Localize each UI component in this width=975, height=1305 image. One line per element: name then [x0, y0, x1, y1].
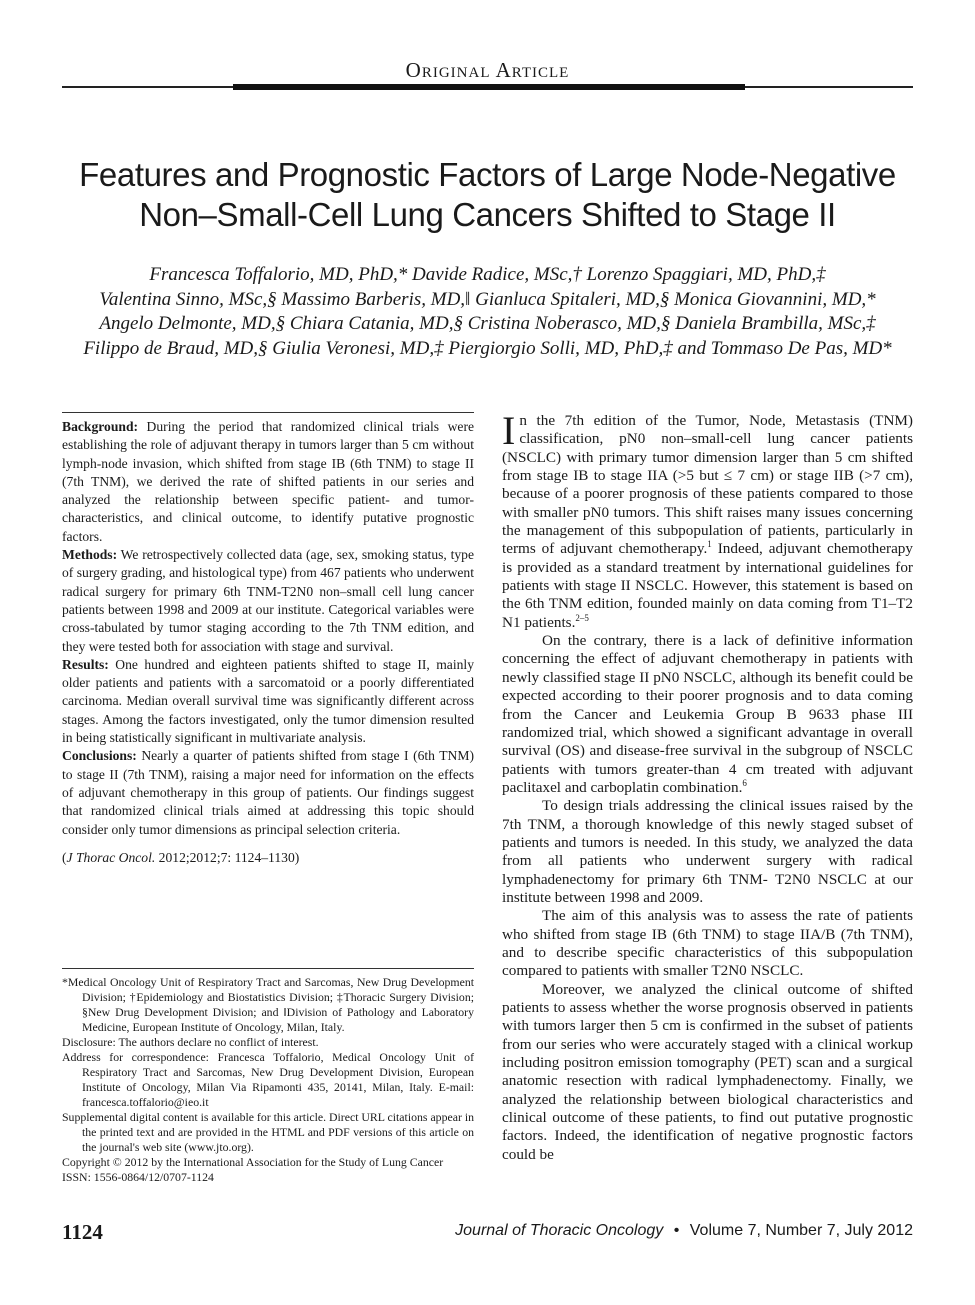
body-text: On the contrary, there is a lack of definitive information concerning the effect of adjuvant chemotherapy in patients with newly classified stage II pN0 NSCLC, although its benefit could be expected according to their poorer prognosis and to data coming from the Cancer and Leukemia Group B 9633 phase III randomized trial, which showed a significant advantage in overall survival (OS) and disease-free survival in the subgroup of NSCLC patients with tumors greater-than 4 cm treated with adjuvant paclitaxel and carboplatin combination.: [502, 632, 913, 796]
abstract: [62, 418, 474, 867]
body-paragraph: To design trials addressing the clinical issues raised by the 7th TNM, a thorough knowledge of this newly staged subset of patients and tumors is needed. In this study, we analyzed the data from all patients who underwent surgery with radical lymphadenectomy for primary 6th TNM- T2N0 NSCLC at our institute between 1998 and 2009.: [502, 797, 913, 906]
abstract-text: During the period that randomized clinical trials were establishing the role of adjuvant therapy in tumors larger than 5 cm without lymph-node invasion, which shifted from stage IB (6th TNM) to stage II (7th TNM), we derived the rate of shifted patients in our series and analyzed the relationship between specific patient- and tumor- characteristics, and clinical outcome, to identify putative prognostic factors.: [62, 419, 474, 544]
body-paragraph: The aim of this analysis was to assess the rate of patients who shifted from stage IB (6th TNM) to stage IIA/B (7th TNM), and to describe specific characteristics of this subpopulation compared to patients with smaller T2N0 NSCLC.: [502, 907, 913, 980]
article-title: [60, 155, 915, 235]
body-column: [502, 408, 913, 1164]
reference-marker: 1: [707, 539, 712, 550]
title-line-2: Non–Small-Cell Lung Cancers Shifted to Stage II: [139, 196, 836, 233]
journal-name: Journal of Thoracic Oncology: [455, 1222, 664, 1239]
citation-journal: J Thorac Oncol.: [66, 849, 156, 865]
title-line-1: Features and Prognostic Factors of Large Node-Negative: [79, 156, 896, 193]
abstract-rule: [62, 412, 474, 413]
drop-cap: I: [502, 408, 516, 453]
abstract-heading: Background:: [62, 419, 139, 434]
body-paragraph: [502, 408, 913, 632]
footnotes: [62, 975, 474, 1185]
abstract-citation: (J Thorac Oncol. 2012;2012;7: 1124–1130): [62, 849, 300, 865]
abstract-text: Nearly a quarter of patients shifted from stage I (6th TNM) to stage II (7th TNM), raising a major need for information on the effects of adjuvant chemotherapy in this group of patients. Our findings suggest that randomized clinical trials aimed at addressing this topic should consider only tumor dimensions as principal selection criteria.: [62, 748, 474, 837]
abstract-background: [62, 418, 474, 546]
footnote-disclosure: Disclosure: The authors declare no conflict of interest.: [62, 1035, 319, 1049]
header-rule-thick: [233, 84, 745, 90]
abstract-methods: [62, 546, 474, 656]
reference-marker: 2–5: [575, 612, 589, 623]
body-paragraph: Moreover, we analyzed the clinical outcome of shifted patients to assess whether the worse prognosis observed in patients with tumors larger then 5 cm is confirmed in the subset of patients from our series who were accurately staged with a clinical workup including positron emission tomography (PET) scan and a surgical anatomic resection with radical lymphadenectomy. Finally, we analyzed the relationship between biological characteristics and clinical outcome of these patients, to find out putative prognostic factors. Indeed, the identification of negative prognostic factors could be: [502, 980, 913, 1163]
journal-footer: [455, 1222, 913, 1240]
author-line: Angelo Delmonte, MD,§ Chiara Catania, MD,§ Cristina Noberasco, MD,§ Daniela Brambilla, MSc,‡: [99, 313, 876, 334]
footnote-issn: ISSN: 1556-0864/12/0707-1124: [62, 1170, 214, 1184]
abstract-heading: Conclusions:: [62, 748, 137, 764]
journal-issue: Volume 7, Number 7, July 2012: [689, 1222, 913, 1239]
abstract-text: One hundred and eighteen patients shifted to stage II, mainly older patients and patients with a sarcomatoid or a poorly differentiated carcinoma. Median overall survival time was significantly different across stages. Among the factors investigated, only the tumor dimension resulted in being statistically significant in multivariate analysis.: [62, 656, 474, 746]
author-line: Filippo de Braud, MD,§ Giulia Veronesi, MD,‡ Piergiorgio Solli, MD, PhD,‡ and Tommaso De Pas, MD*: [83, 337, 892, 359]
author-line: Francesca Toffalorio, MD, PhD,* Davide Radice, MSc,† Lorenzo Spaggiari, MD, PhD,‡: [149, 264, 826, 285]
footnote-affiliations: *Medical Oncology Unit of Respiratory Tract and Sarcomas, New Drug Development Division; †Epidemiology and Biostatistics Division; ‡Thoracic Surgery Division; §New Drug Development Division; and ‖Division of Pathology and Laboratory Medicine, European Institute of Oncology, Milan, Italy.: [62, 975, 474, 1034]
footer-bullet: •: [673, 1222, 680, 1239]
abstract-heading: Methods:: [62, 547, 118, 563]
footnote-supplemental: Supplemental digital content is available for this article. Direct URL citations appear in the printed text and are provided in the HTML and PDF versions of this article on the journal's web site (www.jto.org).: [62, 1110, 474, 1154]
author-list: [40, 263, 935, 361]
section-label: Original Article: [405, 58, 570, 82]
footnote-copyright: Copyright © 2012 by the International Association for the Study of Lung Cancer: [62, 1155, 444, 1169]
abstract-text: We retrospectively collected data (age, sex, smoking status, type of surgery grading, and histological type) from 467 patients who underwent radical surgery for primary 6th TNM-T2N0 non–small cell lung cancer patients between 1998 and 2009 at our institute. Categorical variables were cross-tabulated by tumor staging according to the 7th TNM edition, and they were tested both for association with stage and survival.: [62, 547, 474, 654]
abstract-conclusions: [62, 747, 474, 838]
citation-details: 2012;2012;7: 1124–1130): [158, 849, 300, 865]
body-text: n the 7th edition of the Tumor, Node, Metastasis (TNM) classification, pN0 non–small-cell lung cancer patients (NSCLC) with primary tumor dimension larger than 5 cm shifted from stage IB to stage IIA (>5 but ≤ 7 cm) or stage IIB (>7 cm), because of a poorer prognosis of these patients compared to those with smaller pN0 tumors. This shift raises many issues concerning the management of this subpopulation of patients, particularly in terms of adjuvant chemotherapy.: [502, 412, 913, 558]
author-line: Valentina Sinno, MSc,§ Massimo Barberis, MD,‖ Gianluca Spitaleri, MD,§ Monica Giovannini, MD,*: [99, 288, 876, 310]
abstract-results: [62, 656, 474, 747]
footnote-rule: [62, 968, 474, 969]
abstract-heading: Results:: [62, 656, 109, 672]
reference-marker: 6: [742, 777, 747, 788]
body-paragraph: [502, 632, 913, 797]
page-number: 1124: [62, 1220, 103, 1244]
body-text: Indeed, adjuvant chemotherapy is provided as a standard treatment by international guidelines for patients with stage II NSCLC. However, this statement is based on the 6th TNM edition, founded mainly on data coming from T1–T2 N1 patients.: [502, 540, 913, 631]
footnote-correspondence: Address for correspondence: Francesca Toffalorio, Medical Oncology Unit of Respiratory Tract and Sarcomas, New Drug Development Division, European Institute of Oncology, Milan Via Ripamonti 435, 20141, Milan, Italy. E-mail: francesca.toffalorio@ieo.it: [62, 1050, 474, 1109]
